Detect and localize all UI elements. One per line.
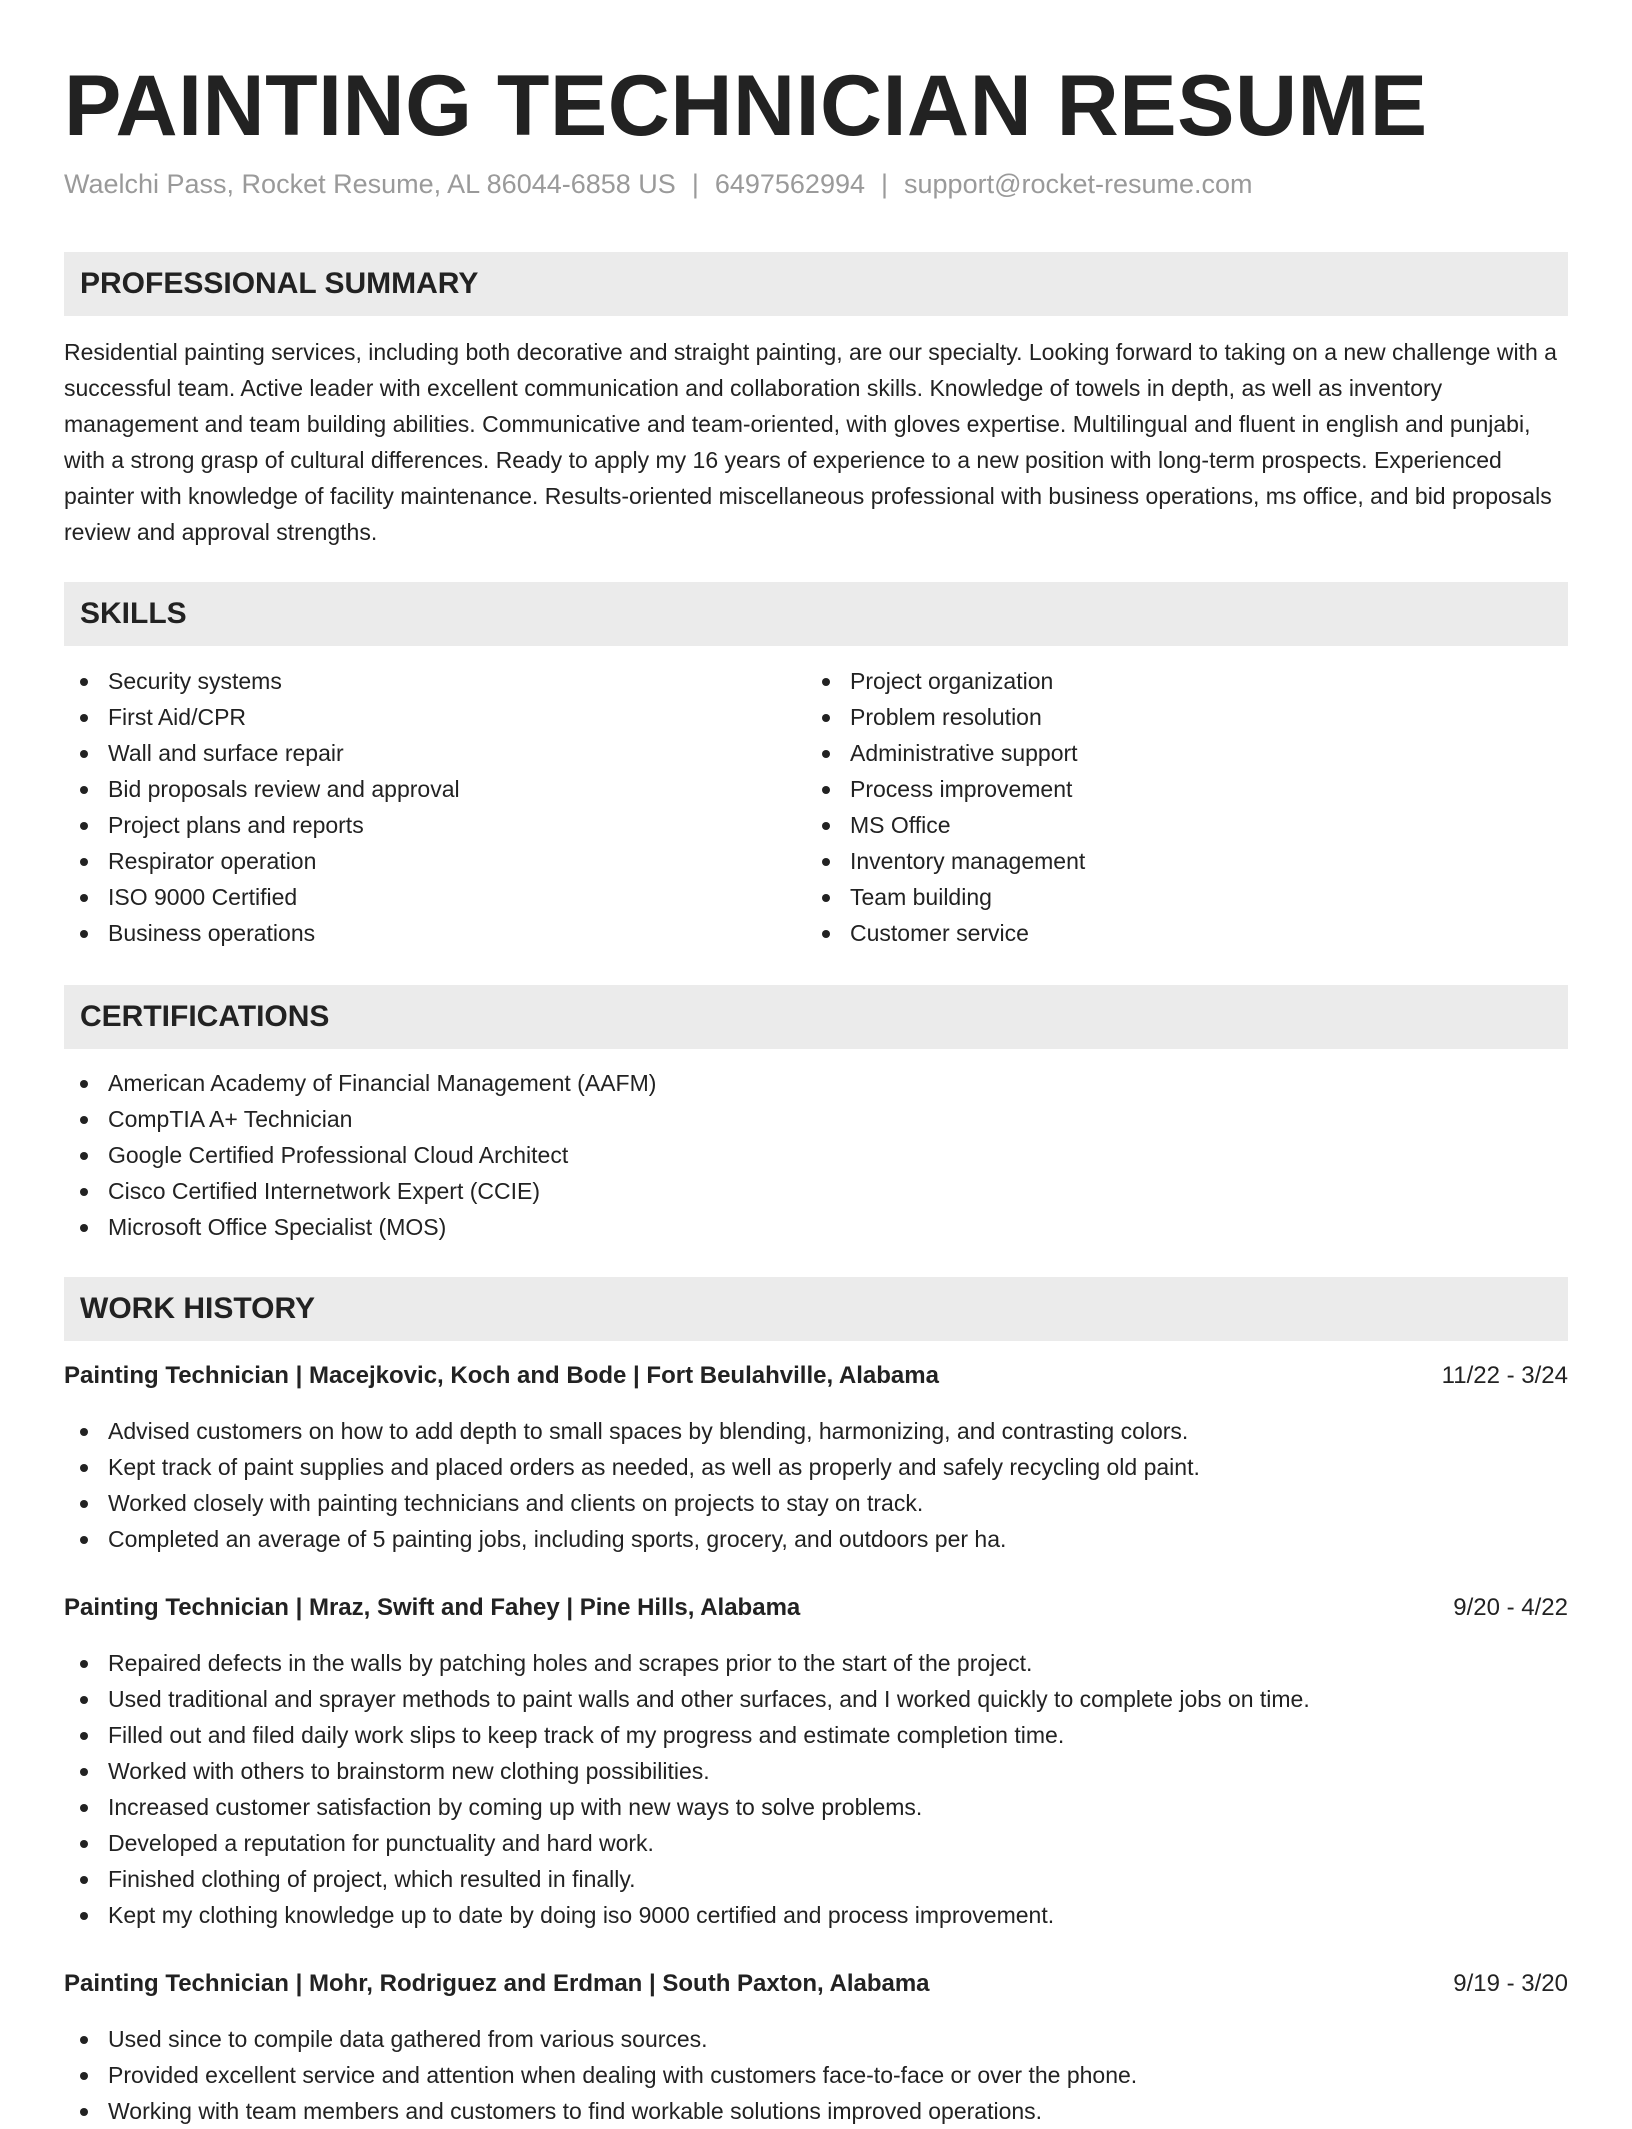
bullet-icon [80,1696,88,1704]
skill-item-text: First Aid/CPR [108,704,247,730]
job-bullets [64,1645,1568,1933]
skill-item-text: Bid proposals review and approval [108,776,460,802]
job-header [64,1358,1568,1394]
job-bullet-text: Used traditional and sprayer methods to paint walls and other surfaces, and I worked quickly to complete jobs on time. [108,1686,1310,1712]
bullet-icon [80,1804,88,1812]
bullet-icon [80,1116,88,1124]
skill-item-text: ISO 9000 Certified [108,884,298,910]
skill-item-text: Respirator operation [108,848,317,874]
skill-item-text: Wall and surface repair [108,740,344,766]
bullet-icon [80,750,88,758]
skill-item [806,699,1085,735]
bullet-icon [822,678,830,686]
bullet-icon [80,678,88,686]
section-certifications [64,985,1568,1049]
job-title: Painting Technician | Macejkovic, Koch and Bode | Fort Beulahville, Alabama [64,1362,939,1389]
bullet-icon [822,714,830,722]
skill-item-text: Team building [850,884,992,910]
bullet-icon [822,858,830,866]
skill-item [64,699,460,735]
bullet-icon [80,1660,88,1668]
job-bullet-text: Repaired defects in the walls by patching holes and scrapes prior to the start of the project. [108,1650,1033,1676]
bullet-icon [80,714,88,722]
contact-separator: | [691,169,699,199]
contact-separator: | [881,169,889,199]
section-work-history [64,1277,1568,1341]
job-bullet [64,1717,1568,1753]
bullet-icon [80,2108,88,2116]
job-bullets [64,2021,1568,2129]
skill-item-text: Project organization [850,668,1054,694]
job-bullet [64,2057,1568,2093]
bullet-icon [80,2072,88,2080]
certification-item [64,1065,656,1101]
skill-item-text: MS Office [850,812,951,838]
job-bullet-text: Working with team members and customers to find workable solutions improved operations. [108,2098,1043,2124]
skill-item [806,663,1085,699]
job-bullet [64,1897,1568,1933]
skill-item [64,807,460,843]
job-title: Painting Technician | Mraz, Swift and Fahey | Pine Hills, Alabama [64,1594,801,1621]
job-header [64,1590,1568,1626]
job-dates: 9/20 - 4/22 [1453,1594,1568,1621]
job-bullet-text: Worked closely with painting technicians and clients on projects to stay on track. [108,1490,924,1516]
job-bullet-text: Finished clothing of project, which resulted in finally. [108,1866,636,1892]
skill-item [64,843,460,879]
contact-address: Waelchi Pass, Rocket Resume, AL 86044-6858 US [64,169,676,199]
job-bullet-text: Used since to compile data gathered from various sources. [108,2026,708,2052]
job-bullet [64,1681,1568,1717]
bullet-icon [80,1152,88,1160]
bullet-icon [80,894,88,902]
bullet-icon [80,1464,88,1472]
job-bullet-text: Provided excellent service and attention when dealing with customers face-to-face or over the phone. [108,2062,1138,2088]
job-bullet [64,1449,1568,1485]
bullet-icon [822,822,830,830]
certification-item-text: CompTIA A+ Technician [108,1106,353,1132]
summary-text: Residential painting services, including both decorative and straight painting, are our specialty. Looking forward to taking on a new challenge with a successful team. Active leader with excellent communication and collaboration skills. Knowledge of towels in depth, as well as inventory management and team building abilities. Communicative and team-oriented, with gloves expertise. Multilingual and fluent in english and punjabi, with a strong grasp of cultural differences. Ready to apply my 16 years of experience to a new position with long-term prospects. Experienced painter with knowledge of facility maintenance. Results-oriented miscellaneous professional with business operations, ms office, and bid proposals review and approval strengths. [64,339,1557,545]
bullet-icon [80,786,88,794]
skill-item [64,915,460,951]
certification-item-text: Google Certified Professional Cloud Architect [108,1142,569,1168]
bullet-icon [80,1876,88,1884]
skill-item-text: Customer service [850,920,1029,946]
skills-list-right [806,663,1085,951]
bullet-icon [80,1428,88,1436]
job-bullet [64,1413,1568,1449]
skill-item [806,843,1085,879]
bullet-icon [80,1080,88,1088]
certification-item [64,1137,656,1173]
job-bullet [64,2021,1568,2057]
resume-title: PAINTING TECHNICIAN RESUME [64,58,1428,154]
job-bullet-text: Filled out and filed daily work slips to keep track of my progress and estimate completion time. [108,1722,1065,1748]
bullet-icon [80,1224,88,1232]
skill-item-text: Problem resolution [850,704,1042,730]
section-heading: SKILLS [80,597,187,630]
skill-item-text: Project plans and reports [108,812,364,838]
job-bullet-text: Developed a reputation for punctuality and hard work. [108,1830,654,1856]
skill-item [806,735,1085,771]
certification-item [64,1173,656,1209]
bullet-icon [822,786,830,794]
job-header [64,1966,1568,2002]
skill-item-text: Administrative support [850,740,1078,766]
certification-item-text: Microsoft Office Specialist (MOS) [108,1214,447,1240]
skill-item [806,807,1085,843]
contact-line [64,166,1253,202]
skill-item [806,879,1085,915]
skill-item-text: Process improvement [850,776,1073,802]
bullet-icon [80,930,88,938]
job-bullet-text: Kept track of paint supplies and placed orders as needed, as well as properly and safely recycling old paint. [108,1454,1200,1480]
skill-item [806,915,1085,951]
job-bullet [64,1485,1568,1521]
section-heading: CERTIFICATIONS [80,1000,330,1033]
job-bullet-text: Increased customer satisfaction by coming up with new ways to solve problems. [108,1794,923,1820]
job-bullet [64,1825,1568,1861]
bullet-icon [822,750,830,758]
job-bullet-text: Kept my clothing knowledge up to date by doing iso 9000 certified and process improvement. [108,1902,1055,1928]
job-dates: 9/19 - 3/20 [1453,1970,1568,1997]
job-bullet-text: Worked with others to brainstorm new clothing possibilities. [108,1758,710,1784]
skill-item-text: Business operations [108,920,316,946]
contact-phone: 6497562994 [714,169,865,199]
section-professional-summary [64,252,1568,316]
skill-item [64,663,460,699]
bullet-icon [80,858,88,866]
skill-item [64,771,460,807]
job-bullet [64,1789,1568,1825]
bullet-icon [80,1840,88,1848]
bullet-icon [80,1768,88,1776]
contact-email: support@rocket-resume.com [904,169,1253,199]
job-dates: 11/22 - 3/24 [1441,1362,1568,1389]
certification-item [64,1101,656,1137]
bullet-icon [80,822,88,830]
skill-item [806,771,1085,807]
bullet-icon [80,1912,88,1920]
certifications-list [64,1065,656,1245]
job-bullet [64,2093,1568,2129]
job-bullet-text: Completed an average of 5 painting jobs, including sports, grocery, and outdoors per ha. [108,1526,1007,1552]
bullet-icon [80,1188,88,1196]
skill-item [64,735,460,771]
bullet-icon [80,1732,88,1740]
certification-item [64,1209,656,1245]
bullet-icon [80,2036,88,2044]
bullet-icon [822,894,830,902]
job-bullet [64,1521,1568,1557]
skill-item-text: Inventory management [850,848,1086,874]
section-heading: WORK HISTORY [80,1292,316,1325]
section-skills [64,582,1568,646]
certification-item-text: American Academy of Financial Management (AAFM) [108,1070,657,1096]
bullet-icon [80,1500,88,1508]
job-bullet [64,1861,1568,1897]
job-title: Painting Technician | Mohr, Rodriguez and Erdman | South Paxton, Alabama [64,1970,930,1997]
skill-item [64,879,460,915]
bullet-icon [80,1536,88,1544]
job-bullet [64,1645,1568,1681]
job-bullet-text: Advised customers on how to add depth to small spaces by blending, harmonizing, and contrasting colors. [108,1418,1189,1444]
job-bullets [64,1413,1568,1557]
certification-item-text: Cisco Certified Internetwork Expert (CCIE) [108,1178,541,1204]
bullet-icon [822,930,830,938]
section-heading: PROFESSIONAL SUMMARY [80,267,479,300]
skills-list-left [64,663,460,951]
skill-item-text: Security systems [108,668,282,694]
job-bullet [64,1753,1568,1789]
